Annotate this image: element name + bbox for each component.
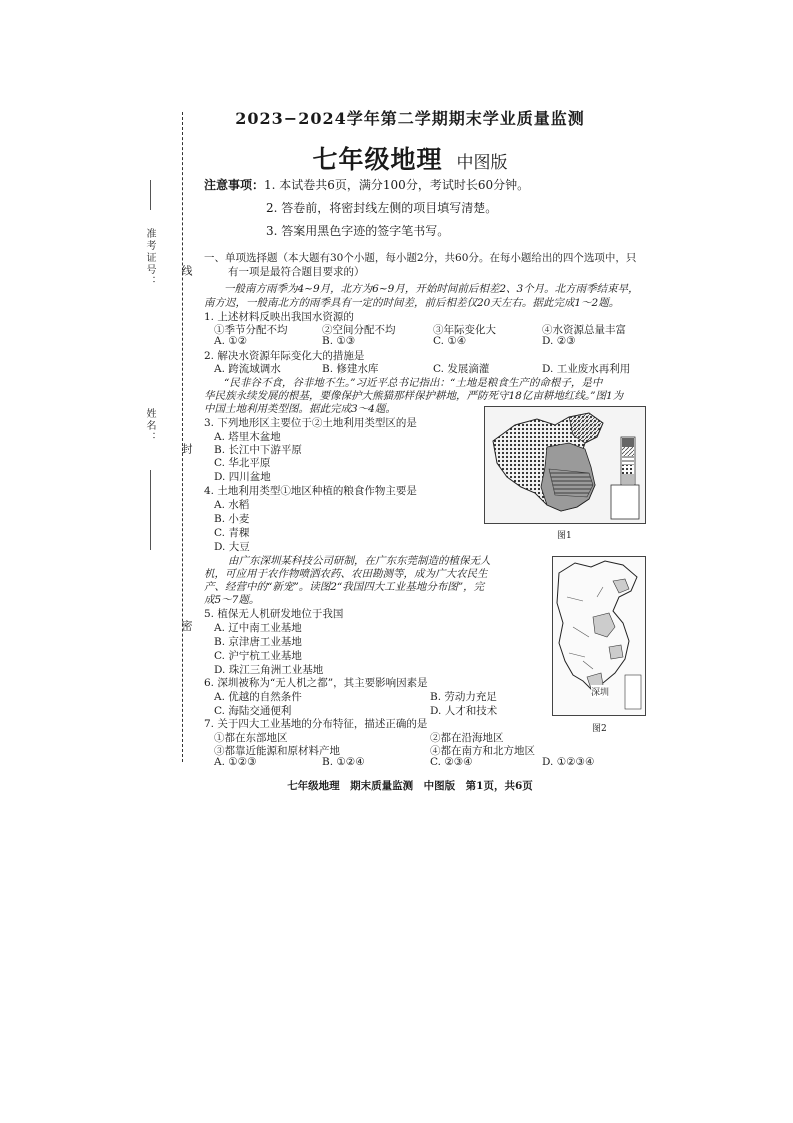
q3-option-d[interactable]: D. 四川盆地 xyxy=(214,471,271,483)
q4-stem: 4. 土地利用类型①地区种植的粮食作物主要是 xyxy=(204,485,417,497)
q1-stem: 1. 上述材料反映出我国水资源的 xyxy=(204,311,354,323)
q7-stem: 7. 关于四大工业基地的分布特征，描述正确的是 xyxy=(204,718,428,730)
passage3-line2: 机，可应用于农作物喷洒农药、农田勘测等，成为广大农民生 xyxy=(204,568,488,580)
section-heading: 一、单项选择题（本大题有30个小题，每小题2分，共60分。在每小题给出的四个选项中，只 xyxy=(204,252,637,264)
q4-option-d[interactable]: D. 大豆 xyxy=(214,541,250,553)
q5-option-a[interactable]: A. 辽中南工业基地 xyxy=(214,622,302,634)
industrial-base-map xyxy=(552,556,646,716)
q5-stem: 5. 植保无人机研发地位于我国 xyxy=(204,608,344,620)
q3-option-b[interactable]: B. 长江中下游平原 xyxy=(214,444,302,456)
q6-option-b[interactable]: B. 劳动力充足 xyxy=(430,691,497,703)
q1-option-a[interactable]: A. ①② xyxy=(214,335,248,347)
seal-line xyxy=(182,112,183,762)
seal-char-xian: 线 xyxy=(180,265,193,278)
land-use-map xyxy=(484,406,646,524)
q6-option-d[interactable]: D. 人才和技术 xyxy=(430,705,498,717)
instructions-label: 注意事项： xyxy=(204,178,265,192)
name-label: 姓名： xyxy=(144,408,155,444)
q2-stem: 2. 解决水资源年际变化大的措施是 xyxy=(204,350,365,362)
exam-id-label: 准考证号： xyxy=(144,228,155,288)
edition-label: 中图版 xyxy=(456,153,508,173)
exam-title: 2023−2024学年第二学期期末学业质量监测 xyxy=(235,109,585,128)
instruction-3: 3. 答案用黑色字迹的签字笔书写。 xyxy=(266,224,450,238)
q7-item-4: ④都在南方和北方地区 xyxy=(430,745,535,757)
passage3-line1: 由广东深圳某科技公司研制，在广东东莞制造的植保无人 xyxy=(228,555,491,567)
q7-item-1: ①都在东部地区 xyxy=(214,732,288,744)
q3-stem: 3. 下列地形区主要位于②土地利用类型区的是 xyxy=(204,417,417,429)
seal-char-mi: 密 xyxy=(180,620,193,633)
subject-name: 七年级地理 xyxy=(312,145,443,174)
passage3-line3: 产、经营中的“新宠”。读图2“我国四大工业基地分布图”，完 xyxy=(204,581,485,593)
q4-option-b[interactable]: B. 小麦 xyxy=(214,513,250,525)
q5-option-d[interactable]: D. 珠江三角洲工业基地 xyxy=(214,664,324,676)
shenzhen-label: 深圳 xyxy=(591,685,609,698)
q6-option-c[interactable]: C. 海陆交通便利 xyxy=(214,705,292,717)
passage1-line2: 南方迟，一般南北方的雨季具有一定的时间差，前后相差仅20天左右。据此完成1～2题。 xyxy=(204,297,620,309)
passage2-line2: 华民族永续发展的根基，要像保护大熊猫那样保护耕地，严防死守18亿亩耕地红线。”图1为 xyxy=(204,390,624,402)
q1-option-b[interactable]: B. ①③ xyxy=(322,335,356,347)
q1-option-d[interactable]: D. ②③ xyxy=(542,335,576,347)
q3-option-a[interactable]: A. 塔里木盆地 xyxy=(214,431,281,443)
q6-option-a[interactable]: A. 优越的自然条件 xyxy=(214,691,302,703)
figure1-caption: 图1 xyxy=(557,531,572,541)
passage1-line1: 一般南方雨季为4~9月，北方为6~9月，开始时间前后相差2、3个月。北方雨季结束早， xyxy=(224,283,639,295)
passage3-line4: 成5～7题。 xyxy=(204,594,260,606)
q7-option-d[interactable]: D. ①②③④ xyxy=(542,756,595,768)
q7-option-c[interactable]: C. ②③④ xyxy=(430,756,473,768)
subject-title xyxy=(200,140,620,176)
section-heading-cont: 有一项是最符合题目要求的） xyxy=(228,266,365,278)
q1-item-1: ①季节分配不均 xyxy=(214,324,288,336)
q7-option-b[interactable]: B. ①②④ xyxy=(322,756,365,768)
seal-char-feng: 封 xyxy=(180,443,193,456)
q7-option-a[interactable]: A. ①②③ xyxy=(214,756,257,768)
instructions xyxy=(204,174,529,243)
china-map-drawing xyxy=(485,407,645,523)
q2-option-b[interactable]: B. 修建水库 xyxy=(322,363,379,375)
q7-item-3: ③都靠近能源和原材料产地 xyxy=(214,745,340,757)
q2-option-c[interactable]: C. 发展滴灌 xyxy=(433,363,490,375)
q4-option-c[interactable]: C. 青稞 xyxy=(214,527,250,539)
instruction-1: 1. 本试卷共6页，满分100分，考试时长60分钟。 xyxy=(264,178,530,192)
q4-option-a[interactable]: A. 水稻 xyxy=(214,499,250,511)
page-footer: 七年级地理 期末质量监测 中图版 第1页，共6页 xyxy=(287,780,533,792)
q5-option-b[interactable]: B. 京津唐工业基地 xyxy=(214,636,302,648)
q1-option-c[interactable]: C. ①④ xyxy=(433,335,467,347)
figure2-caption: 图2 xyxy=(592,724,607,734)
q2-option-a[interactable]: A. 跨流域调水 xyxy=(214,363,281,375)
instruction-2: 2. 答卷前，将密封线左侧的项目填写清楚。 xyxy=(266,201,498,215)
passage2-line3: 中国土地利用类型图。据此完成3～4题。 xyxy=(204,403,396,415)
q1-item-2: ②空间分配不均 xyxy=(322,324,396,336)
passage2-line1: “民非谷不食，谷非地不生。”习近平总书记指出：“土地是粮食生产的命根子，是中 xyxy=(224,377,603,389)
q1-item-4: ④水资源总量丰富 xyxy=(542,324,626,336)
q5-option-c[interactable]: C. 沪宁杭工业基地 xyxy=(214,650,302,662)
q7-item-2: ②都在沿海地区 xyxy=(430,732,504,744)
q3-option-c[interactable]: C. 华北平原 xyxy=(214,457,271,469)
q1-item-3: ③年际变化大 xyxy=(433,324,496,336)
q6-stem: 6. 深圳被称为“无人机之都”，其主要影响因素是 xyxy=(204,677,428,689)
q2-option-d[interactable]: D. 工业废水再利用 xyxy=(542,363,631,375)
